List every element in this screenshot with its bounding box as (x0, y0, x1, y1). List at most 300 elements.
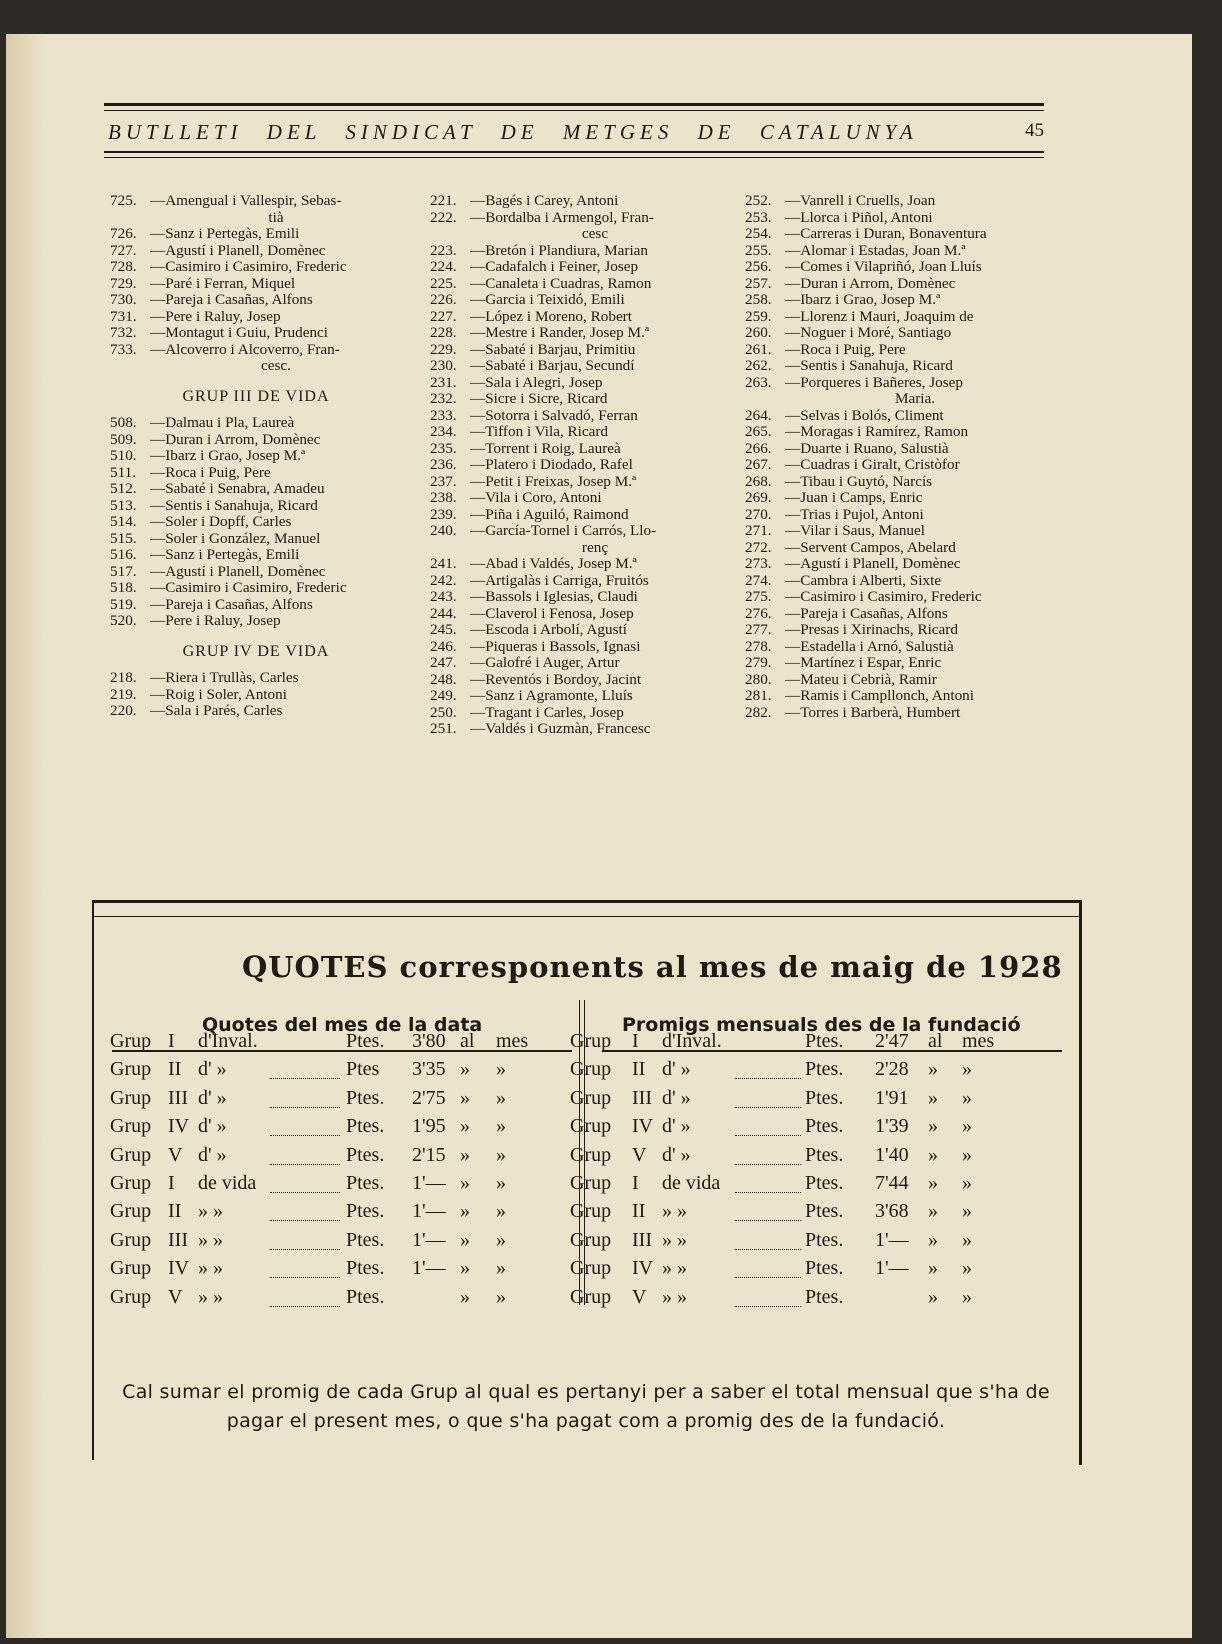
member-name: —Agustí i Planell, Domènec (785, 555, 961, 572)
quote-group-type: d' » (198, 1143, 227, 1166)
quotes-note: Cal sumar el promig de cada Grup al qual es pertanyi per a saber el total mensual que s'ha de pagar el present mes, o que s'ha pagat com a promig des de la fundació. (122, 1381, 1050, 1432)
member-number: 253. (745, 208, 772, 226)
quote-currency-label: Ptes. (805, 1058, 844, 1081)
member-name: —Trias i Pujol, Antoni (785, 505, 924, 523)
member-name-continuation: renç (581, 538, 609, 556)
member-name: —Soler i González, Manuel (150, 529, 321, 547)
quote-row (110, 1257, 550, 1285)
member-number: 282. (745, 703, 772, 721)
quote-unit-a: » (460, 1115, 470, 1138)
member-name: —García-Tornel i Carrós, Llo- (470, 522, 657, 539)
leader-dots (270, 1172, 340, 1193)
quote-unit-b: » (496, 1086, 506, 1109)
list-item (110, 259, 402, 276)
quote-group-word: Grup (570, 1143, 612, 1166)
member-name: —Dalmau i Pla, Laureà (150, 414, 295, 431)
list-item (745, 292, 1045, 309)
quote-row (570, 1144, 1010, 1172)
list-item (110, 564, 402, 581)
list-item (430, 342, 720, 359)
member-name: —Sala i Alegri, Josep (470, 373, 603, 391)
list-item (110, 342, 402, 375)
member-number: 228. (430, 324, 457, 341)
quote-unit-a: » (928, 1285, 938, 1308)
member-number: 272. (745, 538, 772, 556)
member-name: —Casimiro i Casimiro, Frederic (150, 579, 347, 596)
quote-group-type: de vida (662, 1172, 721, 1194)
member-number: 221. (430, 192, 457, 209)
quote-amount: 1'91 (875, 1086, 909, 1109)
quote-row (570, 1257, 1010, 1285)
member-number: 269. (745, 489, 772, 506)
list-item (430, 391, 720, 408)
list-item (430, 589, 720, 606)
quote-group-word: Grup (110, 1285, 152, 1308)
member-name: —Sentis i Sanahuja, Ricard (785, 357, 953, 374)
quote-group-number: I (168, 1030, 175, 1052)
member-name: —Mateu i Cebrià, Ramir (785, 670, 937, 688)
quote-group-word: Grup (570, 1086, 612, 1109)
list-item (110, 276, 402, 293)
list-item (430, 672, 720, 689)
quote-amount: 3'80 (412, 1030, 446, 1052)
list-item (745, 457, 1045, 474)
list-item (110, 547, 402, 564)
quote-group-word: Grup (570, 1228, 612, 1251)
quote-group-word: Grup (110, 1200, 152, 1223)
box-border-left (92, 900, 94, 1460)
member-name: —Sala i Parés, Carles (150, 702, 283, 719)
member-number: 520. (110, 612, 137, 629)
list-item (430, 639, 720, 656)
list-item (430, 705, 720, 722)
quote-group-type: » » (198, 1200, 223, 1223)
quote-currency-label: Ptes. (805, 1257, 844, 1280)
member-number: 728. (110, 258, 137, 275)
list-item (745, 507, 1045, 524)
quote-currency-label: Ptes. (805, 1143, 844, 1166)
member-name-continuation: tià (268, 208, 284, 226)
quote-currency-label: Ptes. (805, 1200, 844, 1223)
quote-group-number: I (632, 1172, 639, 1194)
list-item (110, 580, 402, 597)
quote-group-word: Grup (570, 1200, 612, 1223)
list-item (110, 292, 402, 309)
member-number: 508. (110, 414, 137, 431)
member-name: —Piña i Aguiló, Raimond (470, 505, 629, 523)
quote-group-type: d' » (198, 1058, 227, 1081)
member-number: 730. (110, 291, 137, 308)
member-number: 516. (110, 546, 137, 563)
quote-group-word: Grup (110, 1115, 152, 1138)
quote-row (110, 1087, 550, 1115)
quote-group-type: d'Inval. (198, 1030, 258, 1052)
list-item (110, 415, 402, 432)
member-name: —Galofré i Auger, Artur (470, 654, 620, 671)
quote-amount: 3'35 (412, 1058, 446, 1081)
member-name: —Noguer i Moré, Santiago (785, 324, 952, 341)
list-item (110, 613, 402, 630)
quote-group-type: d' » (662, 1115, 691, 1138)
member-name: —Artigalàs i Carriga, Fruitós (470, 571, 649, 589)
member-name: —Garcia i Teixidó, Emili (470, 291, 625, 308)
member-name: —Ramis i Campllonch, Antoni (785, 687, 974, 704)
list-item (430, 556, 720, 573)
list-item (110, 481, 402, 498)
member-name: —Duran i Arrom, Domènec (785, 274, 956, 292)
list-item (745, 655, 1045, 672)
quote-currency-label: Ptes. (346, 1086, 385, 1109)
member-number: 235. (430, 439, 457, 457)
quote-unit-b: » (962, 1285, 972, 1308)
quote-group-word: Grup (570, 1030, 612, 1052)
leader-dots (735, 1172, 801, 1193)
quote-unit-b: » (962, 1086, 972, 1109)
list-item (430, 441, 720, 458)
member-name: —Vanrell i Cruells, Joan (785, 192, 936, 209)
member-number: 732. (110, 324, 137, 341)
quote-unit-a: » (928, 1086, 938, 1109)
list-item (110, 531, 402, 548)
member-name: —Alomar i Estadas, Joan M.ª (785, 241, 966, 259)
quote-row (110, 1115, 550, 1143)
member-name: —Pere i Raluy, Josep (150, 612, 281, 629)
member-name: —Mestre i Rander, Josep M.ª (470, 324, 650, 341)
member-number: 241. (430, 555, 457, 572)
quote-currency-label: Ptes. (346, 1228, 385, 1251)
member-name: —Pareja i Casañas, Alfons (150, 595, 313, 613)
member-number: 236. (430, 456, 457, 473)
member-name: —Llorca i Piñol, Antoni (785, 208, 933, 226)
quote-group-word: Grup (110, 1172, 152, 1194)
list-item (430, 721, 720, 738)
member-name: —Abad i Valdés, Josep M.ª (470, 555, 637, 572)
member-name: —Carreras i Duran, Bonaventura (785, 225, 987, 242)
member-number: 239. (430, 505, 457, 523)
member-name: —Tibau i Guytó, Narcís (785, 472, 933, 490)
quote-currency-label: Ptes. (805, 1228, 844, 1251)
quote-row (110, 1200, 550, 1228)
member-name: —Sanz i Agramonte, Lluís (470, 687, 633, 704)
list-item (110, 498, 402, 515)
member-number: 247. (430, 654, 457, 671)
quote-row (570, 1115, 1010, 1143)
quote-group-number: III (632, 1086, 652, 1109)
quote-row (570, 1172, 1010, 1200)
member-number: 244. (430, 604, 457, 622)
quote-row (110, 1030, 550, 1058)
quote-currency-label: Ptes. (346, 1200, 385, 1223)
list-item (745, 622, 1045, 639)
member-name-continuation: cesc. (261, 357, 291, 374)
quote-group-type: de vida (198, 1172, 257, 1194)
quote-unit-a: » (460, 1058, 470, 1081)
quote-group-word: Grup (570, 1058, 612, 1081)
member-name: —Casimiro i Casimiro, Frederic (785, 588, 982, 605)
member-number: 512. (110, 480, 137, 497)
member-number: 518. (110, 579, 137, 596)
quote-unit-a: » (928, 1257, 938, 1280)
list-item (745, 358, 1045, 375)
member-number: 222. (430, 208, 457, 226)
quote-group-number: III (632, 1228, 652, 1251)
quote-currency-label: Ptes. (805, 1115, 844, 1138)
quote-currency-label: Ptes. (805, 1285, 844, 1308)
list-item (430, 243, 720, 260)
member-number: 270. (745, 505, 772, 523)
list-item (745, 639, 1045, 656)
member-number: 268. (745, 472, 772, 490)
leader-dots (735, 1229, 801, 1250)
member-name: —Servent Campos, Abelard (785, 538, 956, 556)
member-number: 230. (430, 357, 457, 374)
list-item (110, 597, 402, 614)
member-number: 264. (745, 406, 772, 424)
member-number: 261. (745, 340, 772, 358)
box-border-top (92, 900, 1082, 903)
quote-group-word: Grup (110, 1257, 152, 1280)
leader-dots (735, 1200, 801, 1221)
group-heading: GRUP IV DE VIDA (182, 642, 330, 660)
member-name: —Soler i Dopff, Carles (150, 513, 292, 530)
member-number: 263. (745, 373, 772, 391)
list-item (745, 424, 1045, 441)
leader-dots (735, 1286, 801, 1307)
journal-title: BUTLLETI DEL SINDICAT DE METGES DE CATALUNYA (108, 120, 918, 144)
quote-unit-b: mes (962, 1030, 995, 1052)
member-number: 227. (430, 307, 457, 325)
list-item (745, 589, 1045, 606)
member-number: 513. (110, 496, 137, 514)
member-name: —Agustí i Planell, Domènec (150, 241, 326, 259)
member-name: —Martínez i Espar, Enric (785, 654, 942, 671)
quote-group-number: IV (168, 1257, 190, 1280)
quote-group-number: II (168, 1200, 182, 1223)
quote-unit-b: » (962, 1143, 972, 1166)
member-name: —Sanz i Pertegàs, Emili (150, 546, 300, 563)
member-number: 262. (745, 357, 772, 374)
quote-unit-b: » (962, 1172, 972, 1194)
leader-dots (270, 1257, 340, 1278)
list-item (430, 457, 720, 474)
member-number: 278. (745, 637, 772, 655)
quote-group-type: » » (198, 1257, 223, 1280)
member-number: 252. (745, 192, 772, 209)
page-number: 45 (1025, 120, 1044, 141)
leader-dots (270, 1058, 340, 1079)
quote-unit-b: » (496, 1143, 506, 1166)
list-item (430, 655, 720, 672)
list-item (745, 276, 1045, 293)
member-name: —Estadella i Arnó, Salustià (785, 637, 954, 655)
quote-unit-b: » (962, 1058, 972, 1081)
member-name: —Bordalba i Armengol, Fran- (470, 208, 654, 226)
list-item (110, 670, 402, 687)
list-item (110, 309, 402, 326)
quote-unit-b: » (962, 1257, 972, 1280)
list-item (110, 687, 402, 704)
member-name: —Agustí i Planell, Domènec (150, 562, 326, 580)
quote-group-number: IV (632, 1257, 654, 1280)
member-name: —Comes i Vilapriñó, Joan Lluís (785, 258, 982, 275)
list-item (430, 622, 720, 639)
member-name: —Ibarz i Grao, Josep M.ª (785, 291, 941, 308)
quote-amount: 3'68 (875, 1200, 909, 1223)
list-item (430, 375, 720, 392)
member-name: —Tragant i Carles, Josep (470, 703, 624, 721)
member-number: 260. (745, 324, 772, 341)
header-rule-bottom-thin (104, 157, 1044, 158)
list-item (110, 703, 402, 720)
member-number: 727. (110, 241, 137, 259)
quote-unit-a: » (928, 1058, 938, 1081)
member-number: 249. (430, 687, 457, 704)
member-name: —Platero i Diodado, Rafel (470, 456, 633, 473)
quote-row (110, 1144, 550, 1172)
leader-dots (270, 1200, 340, 1221)
member-number: 245. (430, 621, 457, 638)
quote-amount: 1'40 (875, 1143, 909, 1166)
quote-unit-b: » (496, 1172, 506, 1194)
quote-group-type: » » (198, 1228, 223, 1251)
member-number: 265. (745, 423, 772, 440)
member-number: 267. (745, 456, 772, 473)
member-name: —Sentis i Sanahuja, Ricard (150, 496, 318, 514)
list-item (430, 210, 720, 243)
quote-row (110, 1172, 550, 1200)
member-name: —Amengual i Vallespir, Sebas- (150, 192, 342, 209)
member-name: —Vila i Coro, Antoni (470, 489, 602, 506)
list-item (745, 375, 1045, 408)
quote-amount: 2'47 (875, 1030, 909, 1052)
quote-unit-a: » (928, 1228, 938, 1251)
list-item (745, 523, 1045, 540)
quote-currency-label: Ptes. (346, 1143, 385, 1166)
quote-row (570, 1030, 1010, 1058)
list-item (745, 441, 1045, 458)
quote-group-word: Grup (570, 1172, 612, 1194)
quote-unit-b: » (496, 1200, 506, 1223)
quote-currency-label: Ptes. (346, 1115, 385, 1138)
quote-row (570, 1229, 1010, 1257)
quote-unit-a: » (460, 1285, 470, 1308)
member-name: —Escoda i Arbolí, Agustí (470, 621, 627, 638)
member-name: —Roig i Soler, Antoni (150, 685, 287, 703)
member-name: —Pareja i Casañas, Alfons (150, 291, 313, 308)
member-number: 274. (745, 571, 772, 589)
member-number: 515. (110, 529, 137, 547)
list-item (745, 342, 1045, 359)
quote-group-number: I (632, 1030, 639, 1052)
member-name: —Bretón i Plandiura, Marian (470, 241, 648, 259)
member-number: 259. (745, 307, 772, 325)
member-number: 232. (430, 390, 457, 407)
running-head (104, 118, 1044, 148)
member-number: 280. (745, 670, 772, 688)
list-item (745, 210, 1045, 227)
quote-unit-a: » (928, 1115, 938, 1138)
member-number: 271. (745, 522, 772, 539)
member-number: 276. (745, 604, 772, 622)
member-name: —Cadafalch i Feiner, Josep (470, 258, 639, 275)
quote-group-number: II (632, 1200, 646, 1223)
member-number: 517. (110, 562, 137, 580)
list-item (430, 292, 720, 309)
quote-unit-a: » (460, 1228, 470, 1251)
member-number: 242. (430, 571, 457, 589)
list-item (430, 573, 720, 590)
quote-group-number: II (632, 1058, 646, 1081)
member-name-continuation: cesc (581, 225, 609, 242)
member-number: 275. (745, 588, 772, 605)
member-name: —Riera i Trullàs, Carles (150, 669, 299, 686)
list-item (430, 490, 720, 507)
member-number: 218. (110, 669, 137, 686)
member-number: 519. (110, 595, 137, 613)
list-item (745, 573, 1045, 590)
member-name: —Reventós i Bordoy, Jacint (470, 670, 642, 688)
leader-dots (735, 1058, 801, 1079)
member-name: —Cuadras i Giralt, Cristòfor (785, 456, 960, 473)
quote-amount: 1'— (412, 1228, 446, 1251)
quote-amount: 1'— (875, 1257, 909, 1280)
list-item (745, 672, 1045, 689)
quote-group-number: III (168, 1228, 188, 1251)
quote-currency-label: Ptes. (346, 1030, 385, 1052)
member-name: —Selvas i Bolós, Climent (785, 406, 944, 424)
quote-group-number: V (632, 1143, 647, 1166)
member-name: —Porqueres i Bañeres, Josep (785, 373, 963, 391)
quote-amount: 1'95 (412, 1115, 446, 1138)
member-name: —Piqueras i Bassols, Ignasi (470, 637, 641, 655)
quote-group-word: Grup (570, 1285, 612, 1308)
member-name-continuation: Maria. (894, 390, 936, 407)
list-item (110, 465, 402, 482)
quote-currency-label: Ptes. (346, 1285, 385, 1308)
member-number: 279. (745, 654, 772, 671)
quote-group-word: Grup (570, 1115, 612, 1138)
quote-unit-a: » (460, 1143, 470, 1166)
member-number: 248. (430, 670, 457, 688)
member-number: 731. (110, 307, 137, 325)
quote-group-type: d' » (198, 1115, 227, 1138)
list-item (745, 606, 1045, 623)
member-number: 251. (430, 720, 457, 737)
quote-unit-b: mes (496, 1030, 529, 1052)
member-number: 514. (110, 513, 137, 530)
list-item (430, 309, 720, 326)
leader-dots (735, 1257, 801, 1278)
group-heading: GRUP III DE VIDA (182, 387, 330, 405)
member-number: 281. (745, 687, 772, 704)
member-name: —Sabaté i Barjau, Primitiu (470, 340, 636, 358)
member-number: 220. (110, 702, 137, 719)
quote-unit-b: » (496, 1285, 506, 1308)
quote-group-number: II (168, 1058, 182, 1081)
quote-group-number: V (632, 1285, 647, 1308)
list-item (745, 688, 1045, 705)
quote-group-number: IV (168, 1115, 190, 1138)
quote-unit-b: » (962, 1228, 972, 1251)
quote-unit-a: » (460, 1172, 470, 1194)
quote-unit-a: al (460, 1030, 475, 1052)
member-name: —Torres i Barberà, Humbert (785, 703, 961, 721)
quote-currency-label: Ptes. (805, 1172, 844, 1194)
member-name: —Pareja i Casañas, Alfons (785, 604, 948, 622)
member-number: 258. (745, 291, 772, 308)
quote-row (570, 1200, 1010, 1228)
member-name: —Sicre i Sicre, Ricard (470, 390, 608, 407)
